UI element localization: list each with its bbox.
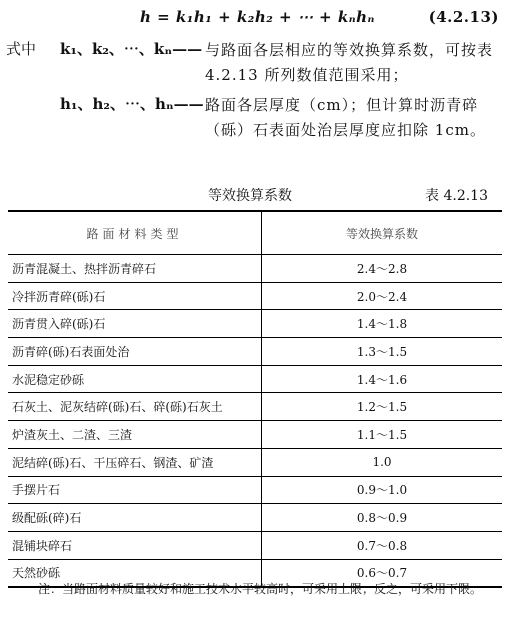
definitions-lead: 式中	[6, 40, 37, 58]
table-header-row	[8, 211, 502, 255]
table-row	[8, 504, 502, 532]
coefficient-cell: 0.8～0.9	[262, 504, 503, 532]
table-row	[8, 448, 502, 476]
table-row	[8, 338, 502, 366]
definition-text-k: 与路面各层相应的等效换算系数，可按表 4.2.13 所列数值范围采用；	[205, 41, 494, 84]
material-cell: 水泥稳定砂砾	[8, 365, 262, 393]
coefficient-cell: 1.0	[262, 448, 503, 476]
definition-symbols-h: h₁、h₂、⋯、hₙ——	[60, 95, 204, 113]
material-cell: 沥青混凝土、热拌沥青碎石	[8, 255, 262, 283]
coefficient-cell: 0.7～0.8	[262, 531, 503, 559]
table-row	[8, 476, 502, 504]
equation-number: (4.2.13)	[428, 8, 499, 26]
material-cell: 泥结碎(砾)石、干压碎石、钢渣、矿渣	[8, 448, 262, 476]
coefficient-cell: 1.4～1.8	[262, 310, 503, 338]
material-cell: 混铺块碎石	[8, 531, 262, 559]
table-note: 注：当路面材料质量较好和施工技术水平较高时，可采用上限；反之，可采用下限。	[38, 582, 483, 596]
coefficient-table	[8, 210, 502, 588]
coefficient-cell: 0.9～1.0	[262, 476, 503, 504]
table-number: 表 4.2.13	[425, 188, 488, 204]
material-cell: 石灰土、泥灰结碎(砾)石、碎(砾)石灰土	[8, 393, 262, 421]
coefficient-cell: 1.1～1.5	[262, 421, 503, 449]
coefficient-cell: 2.0～2.4	[262, 282, 503, 310]
material-cell: 炉渣灰土、二渣、三渣	[8, 421, 262, 449]
material-cell: 沥青贯入碎(砾)石	[8, 310, 262, 338]
table-row	[8, 255, 502, 283]
formula	[140, 8, 505, 26]
header-coefficient: 等效换算系数	[262, 211, 503, 255]
material-cell: 沥青碎(砾)石表面处治	[8, 338, 262, 366]
table-row	[8, 421, 502, 449]
coefficient-cell: 0.6～0.7	[262, 559, 503, 587]
coefficient-cell: 2.4～2.8	[262, 255, 503, 283]
table-row	[8, 310, 502, 338]
coefficient-cell: 1.4～1.6	[262, 365, 503, 393]
table-row	[8, 282, 502, 310]
definition-text-h: 路面各层厚度（cm）；但计算时沥青碎（砾）石表面处治层厚度应扣除 1cm。	[205, 96, 486, 139]
material-cell: 级配砾(碎)石	[8, 504, 262, 532]
header-material: 路面材料类型	[8, 211, 262, 255]
table-row	[8, 365, 502, 393]
coefficient-cell: 1.3～1.5	[262, 338, 503, 366]
table-row	[8, 393, 502, 421]
material-cell: 天然砂砾	[8, 559, 262, 587]
material-cell: 冷拌沥青碎(砾)石	[8, 282, 262, 310]
formula-expression: h = k₁h₁ + k₂h₂ + ⋯ + kₙhₙ	[140, 8, 375, 26]
table-title: 等效换算系数	[208, 188, 292, 204]
definition-symbols-k: k₁、k₂、⋯、kₙ——	[60, 40, 203, 58]
table-row	[8, 531, 502, 559]
material-cell: 手摆片石	[8, 476, 262, 504]
coefficient-cell: 1.2～1.5	[262, 393, 503, 421]
